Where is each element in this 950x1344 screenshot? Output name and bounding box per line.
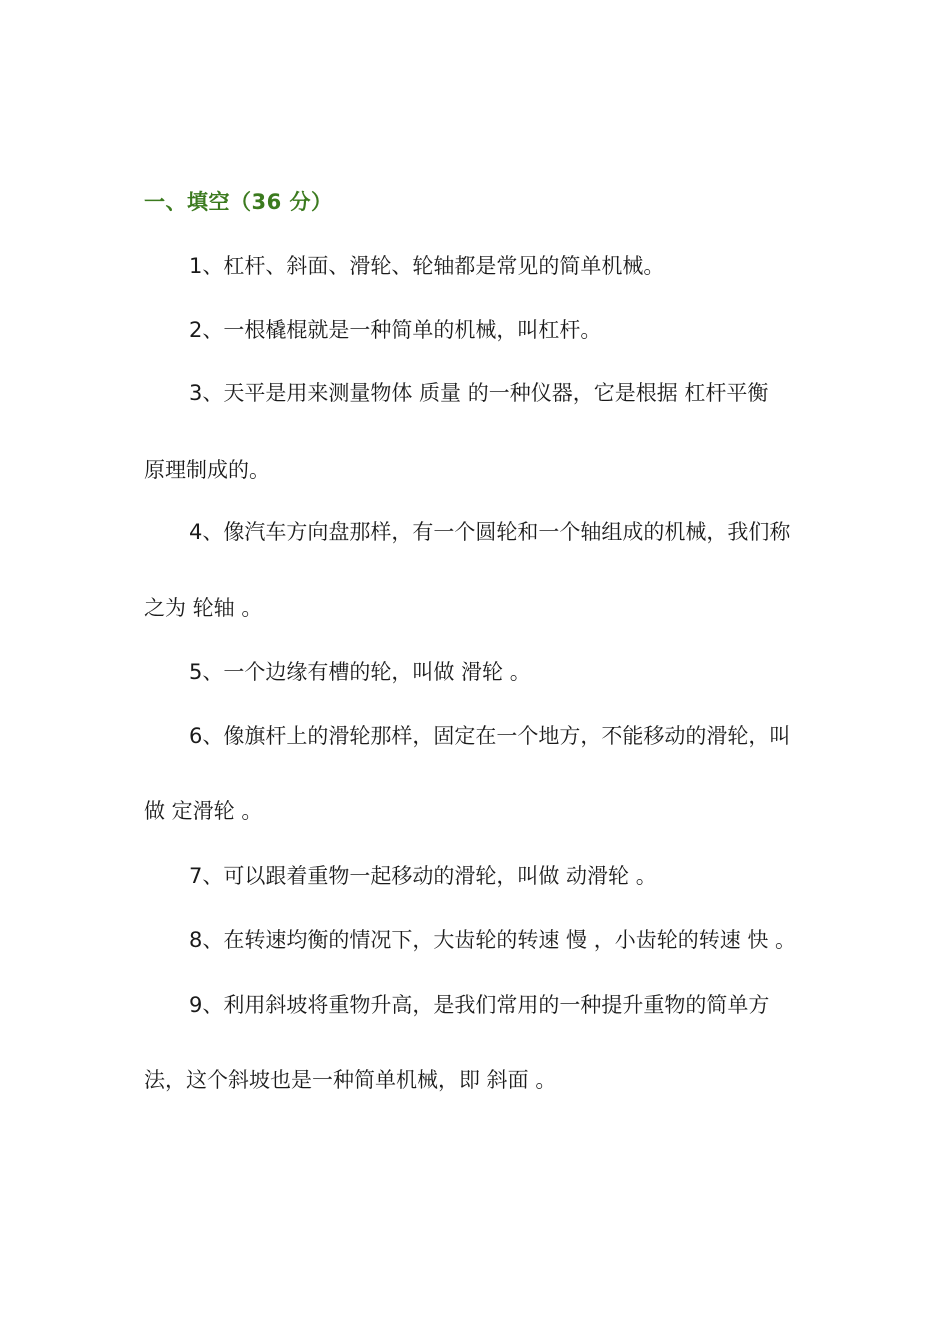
question-1-text: 1、杠杆、斜面、滑轮、轮轴都是常见的简单机械。 bbox=[189, 254, 665, 278]
question-9-text: 9、利用斜坡将重物升高，是我们常用的一种提升重物的简单方 bbox=[189, 993, 770, 1017]
question-9-continuation: 法，这个斜坡也是一种简单机械，即 斜面 。 bbox=[144, 1068, 557, 1092]
section-title: 一、填空（36 分） bbox=[144, 190, 333, 214]
question-4-continuation: 之为 轮轴 。 bbox=[144, 596, 263, 620]
question-6-continuation: 做 定滑轮 。 bbox=[144, 799, 263, 823]
question-3-continuation: 原理制成的。 bbox=[144, 458, 270, 482]
question-8-text: 8、在转速均衡的情况下，大齿轮的转速 慢 ，小齿轮的转速 快 。 bbox=[189, 928, 797, 952]
question-2-text: 2、一根橇棍就是一种简单的机械，叫杠杆。 bbox=[189, 318, 602, 342]
question-5-text: 5、一个边缘有槽的轮，叫做 滑轮 。 bbox=[189, 660, 531, 684]
question-4-text: 4、像汽车方向盘那样，有一个圆轮和一个轴组成的机械，我们称 bbox=[189, 520, 791, 544]
question-7-text: 7、可以跟着重物一起移动的滑轮，叫做 动滑轮 。 bbox=[189, 864, 657, 888]
question-6-text: 6、像旗杆上的滑轮那样，固定在一个地方，不能移动的滑轮，叫 bbox=[189, 724, 791, 748]
question-3-text: 3、天平是用来测量物体 质量 的一种仪器，它是根据 杠杆平衡 bbox=[189, 381, 769, 405]
